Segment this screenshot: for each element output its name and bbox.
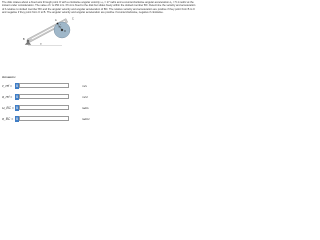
mechanism-diagram [20, 16, 76, 46]
label-c: C [72, 17, 74, 21]
label-2r: 2r [40, 43, 42, 46]
alpha-bc-label: α_BC = [2, 117, 14, 121]
info-icon[interactable]: i [16, 94, 18, 99]
alpha-bc-input[interactable] [19, 116, 69, 121]
omega-bc-unit: rad/s [82, 106, 89, 111]
arel-input[interactable] [19, 94, 69, 99]
info-icon[interactable]: i [16, 116, 18, 121]
label-r: r [60, 24, 61, 26]
vrel-unit: m/s [82, 84, 87, 89]
info-icon[interactable]: i [16, 105, 18, 110]
answer-row-vrel [2, 83, 162, 90]
vrel-input[interactable] [19, 83, 69, 88]
info-icon[interactable]: i [16, 83, 18, 88]
arel-label: a_rel = [2, 95, 13, 99]
answer-row-omega-bc [2, 105, 162, 112]
arel-unit: m/s² [82, 95, 88, 100]
omega-bc-label: ω_BC = [2, 106, 14, 110]
omega-bc-input[interactable] [19, 105, 69, 110]
vrel-label: v_rel = [2, 84, 12, 88]
label-angle: 60° [58, 26, 62, 29]
label-a: A [55, 19, 57, 23]
mechanism-figure [20, 16, 76, 46]
answers-label: Answers: [2, 75, 16, 79]
problem-statement: The disk rotates about a fixed axis through point O with a clockwise angular velocity ω₀ = 17 rad/s and a counterclockwise angular acceleration α₀ = 5.1 rad/s² at the instant under consideration. The value of r is 250 mm. Pin A is fixed to the disk but slides freely within the slotted member BC. Determine the velocity and acceleration of A relative to slotted member BC and the angular velocity and angular acceleration of BC. The relative velocity and acceleration are positive if they point from B to C and negative if they point from C to B. The angular velocity and angular acceleration are positive if counterclockwise, negative if clockwise. [2, 1, 196, 15]
answer-row-arel [2, 94, 162, 101]
pin-a [57, 23, 59, 25]
alpha-bc-unit: rad/s² [82, 117, 90, 122]
answer-row-alpha-bc [2, 116, 162, 123]
label-o: O [64, 30, 66, 33]
label-b: B [23, 38, 25, 41]
